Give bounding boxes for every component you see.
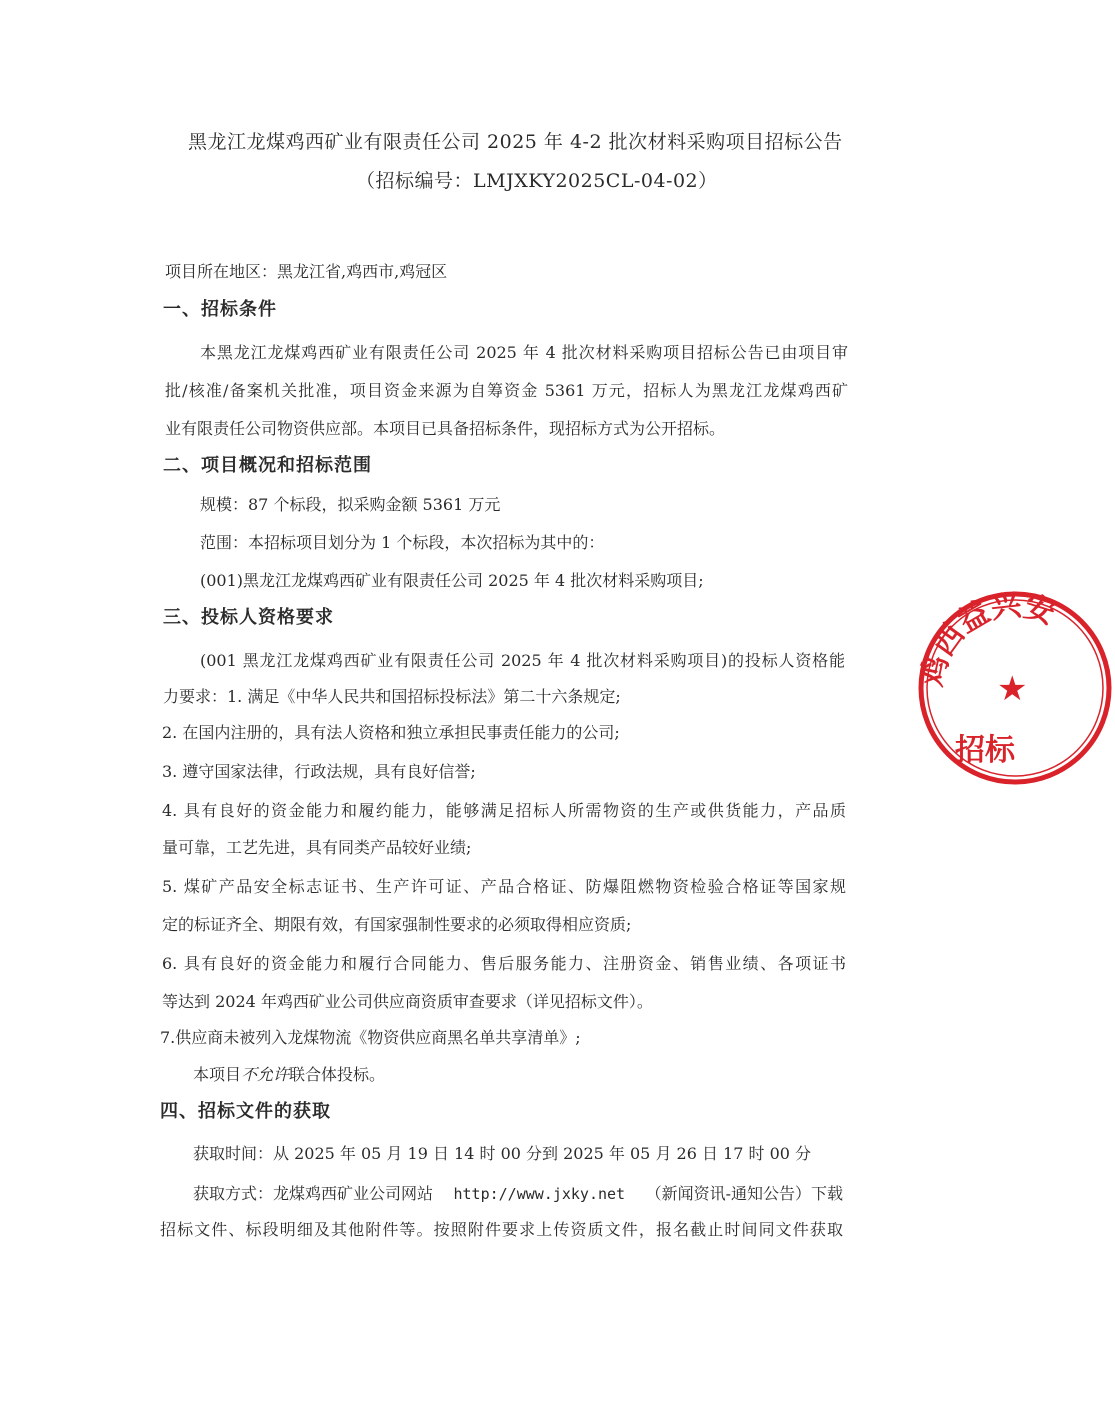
project-region: 项目所在地区：黑龙江省,鸡西市,鸡冠区 (165, 262, 448, 281)
acquisition-method-suffix: （新闻资讯-通知公告）下载 (645, 1184, 843, 1203)
acquisition-method-line2: 招标文件、标段明细及其他附件等。按照附件要求上传资质文件，报名截止时间同文件获取 (160, 1220, 843, 1239)
qualification-line: 定的标证齐全、期限有效，有国家强制性要求的必须取得相应资质; (162, 915, 632, 934)
company-seal (915, 588, 1115, 788)
consortium-statement (193, 1064, 385, 1086)
section-1-line: 批/核准/备案机关批准，项目资金来源为自筹资金 5361 万元，招标人为黑龙江龙煤鸡西矿 (165, 381, 848, 400)
project-scope: 范围：本招标项目划分为 1 个标段，本次招标为其中的： (200, 533, 605, 552)
qualification-line: 5. 煤矿产品安全标志证书、生产许可证、产品合格证、防爆阻燃物资检验合格证等国家规 (162, 877, 846, 896)
qualification-line: 4. 具有良好的资金能力和履约能力，能够满足招标人所需物资的生产或供货能力，产品质 (162, 801, 846, 820)
consortium-flag: 不允许 (241, 1065, 290, 1084)
acquisition-method (193, 1183, 843, 1205)
seal-bottom-text: 招标 (955, 733, 1015, 768)
qualification-line: 量可靠，工艺先进，具有同类产品较好业绩; (162, 838, 472, 857)
qualification-line: (001 黑龙江龙煤鸡西矿业有限责任公司 2025 年 4 批次材料采购项目)的投标人资格能 (200, 651, 845, 670)
qualification-line: 等达到 2024 年鸡西矿业公司供应商资质审查要求（详见招标文件）。 (162, 992, 653, 1011)
section-1-heading: 一、招标条件 (163, 299, 277, 320)
qualification-line: 7.供应商未被列入龙煤物流《物资供应商黑名单共享清单》; (160, 1028, 581, 1047)
seal-star-icon: ★ (997, 669, 1028, 709)
lot-item: (001)黑龙江龙煤鸡西矿业有限责任公司 2025 年 4 批次材料采购项目; (200, 571, 704, 590)
project-scale: 规模：87 个标段，拟采购金额 5361 万元 (200, 495, 501, 514)
section-1-line: 本黑龙江龙煤鸡西矿业有限责任公司 2025 年 4 批次材料采购项目招标公告已由项目审 (200, 343, 848, 362)
consortium-suffix: 联合体投标。 (289, 1065, 386, 1084)
section-2-heading: 二、项目概况和招标范围 (163, 455, 372, 476)
consortium-prefix: 本项目 (193, 1065, 242, 1084)
qualification-line: 力要求：1. 满足《中华人民共和国招标投标法》第二十六条规定; (163, 687, 621, 706)
acquisition-method-prefix: 获取方式：龙煤鸡西矿业公司网站 (193, 1184, 434, 1203)
seal-arc-text: 鸡西益兴安 (915, 588, 1060, 690)
website-link[interactable]: http://www.jxky.net (453, 1185, 626, 1203)
section-1-line: 业有限责任公司物资供应部。本项目已具备招标条件，现招标方式为公开招标。 (165, 419, 726, 438)
qualification-line: 6. 具有良好的资金能力和履行合同能力、售后服务能力、注册资金、销售业绩、各项证书 (162, 954, 846, 973)
tender-number: （招标编号：LMJXKY2025CL-04-02） (356, 170, 718, 192)
document-title: 黑龙江龙煤鸡西矿业有限责任公司 2025 年 4-2 批次材料采购项目招标公告 (188, 131, 843, 153)
section-4-heading: 四、招标文件的获取 (160, 1101, 331, 1122)
acquisition-time: 获取时间：从 2025 年 05 月 19 日 14 时 00 分到 2025 年 05 月 26 日 17 时 00 分 (193, 1144, 812, 1163)
qualification-line: 2. 在国内注册的，具有法人资格和独立承担民事责任能力的公司; (162, 723, 620, 742)
section-3-heading: 三、投标人资格要求 (163, 607, 334, 628)
qualification-line: 3. 遵守国家法律，行政法规，具有良好信誉; (162, 762, 476, 781)
